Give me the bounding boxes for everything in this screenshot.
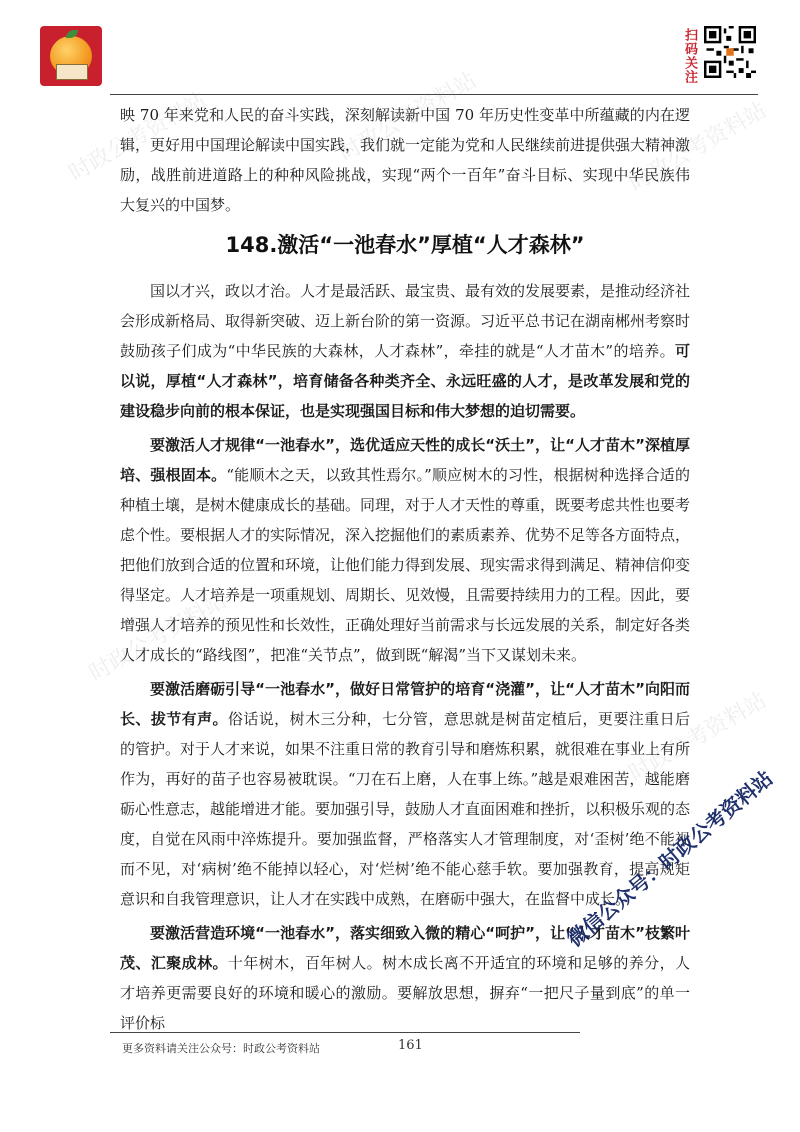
paragraph-3: 要激活磨砺引导“一池春水”，做好日常管护的培育“浇灌”，让“人才苗木”向阳而长、拔节有声。俗话说，树木三分种，七分管，意思就是树苗定植后，更要注重日后的管护。对于人才来说，如果不注重日常的教育引导和磨炼积累，就很难在事业上有所作为，再好的苗子也容易被耽误。“刀在石上磨，人在事上练。”越是艰难困苦，越能磨砺心性意志，越能增进才能。要加强引导，鼓励人才直面困难和挫折，以积极乐观的态度，自觉在风雨中淬炼提升。要加强监督，严格落实人才管理制度，对‘歪树’绝不能视而不见，对‘病树’绝不能掉以轻心，对‘烂树’绝不能心慈手软。要加强教育，提高规矩意识和自我管理意识，让人才在实践中成熟，在磨砺中强大，在监督中成长。 xyxy=(120,680,691,908)
paragraph-1: 国以才兴，政以才治。人才是最活跃、最宝贵、最有效的发展要素，是推动经济社会形成新格局、取得新突破、迈上新台阶的第一资源。习近平总书记在湖南郴州考察时鼓励孩子们成为“中华民族的大森林，人才森林”，牵挂的就是“人才苗木”的培养。可以说，厚植“人才森林”，培育储备各种类齐全、永远旺盛的人才，是改革发展和党的建设稳步向前的根本保证，也是实现强国目标和伟大梦想的迫切需要。 xyxy=(120,282,691,420)
wechat-stamp: 微信公众号：时政公考资料站 xyxy=(562,765,778,952)
qr-code-icon[interactable] xyxy=(704,26,756,78)
section-heading: 148.激活“一池春水”厚植“人才森林” xyxy=(225,233,585,257)
watermark: 时政公考资料站 xyxy=(335,67,481,167)
intro-continuation: 映 70 年来党和人民的奋斗实践，深刻解读新中国 70 年历史性变革中所蕴藏的内在逻辑，更好用中国理论解读中国实践，我们就一定能为党和人民继续前进提供强大精神激励，战胜前进道路上的种种风险挑战，实现“两个一百年”奋斗目标、实现中华民族伟大复兴的中国梦。 xyxy=(120,106,691,214)
watermark: 时政公考资料站 xyxy=(65,87,211,187)
orange-book-logo-icon xyxy=(40,26,102,86)
scan-to-follow-label: 扫码关注 xyxy=(682,28,697,84)
watermark: 时政公考资料站 xyxy=(625,687,771,787)
footer-divider xyxy=(110,1032,580,1033)
watermark: 时政公考资料站 xyxy=(625,97,771,197)
watermark: 时政公考资料站 xyxy=(85,587,231,687)
footer-note: 更多资料请关注公众号：时政公考资料站 xyxy=(122,1042,320,1055)
header-divider xyxy=(110,94,758,95)
page-number: 161 xyxy=(398,1038,423,1053)
paragraph-2: 要激活人才规律“一池春水”，选优适应天性的成长“沃土”，让“人才苗木”深植厚培、强根固本。“能顺木之天，以致其性焉尔。”顺应树木的习性，根据树种选择合适的种植土壤，是树木健康成长的基础。同理，对于人才天性的尊重，既要考虑共性也要考虑个性。要根据人才的实际情况，深入挖掘他们的素质素养、优势不足等各方面特点，把他们放到合适的位置和环境，让他们能力得到发展、现实需求得到满足、精神信仰变得坚定。人才培养是一项重规划、周期长、见效慢，且需要持续用力的工程。因此，要增强人才培养的预见性和长效性，正确处理好当前需求与长远发展的关系，制定好各类人才成长的“路线图”，把准“关节点”，做到既“解渴”当下又谋划未来。 xyxy=(120,436,691,664)
paragraph-4: 要激活营造环境“一池春水”，落实细致入微的精心“呵护”，让“人才苗木”枝繁叶茂、汇聚成林。十年树木，百年树人。树木成长离不开适宜的环境和足够的养分，人才培养更需要良好的环境和暖心的激励。要解放思想，摒弃“一把尺子量到底”的单一评价标 xyxy=(120,924,690,1032)
